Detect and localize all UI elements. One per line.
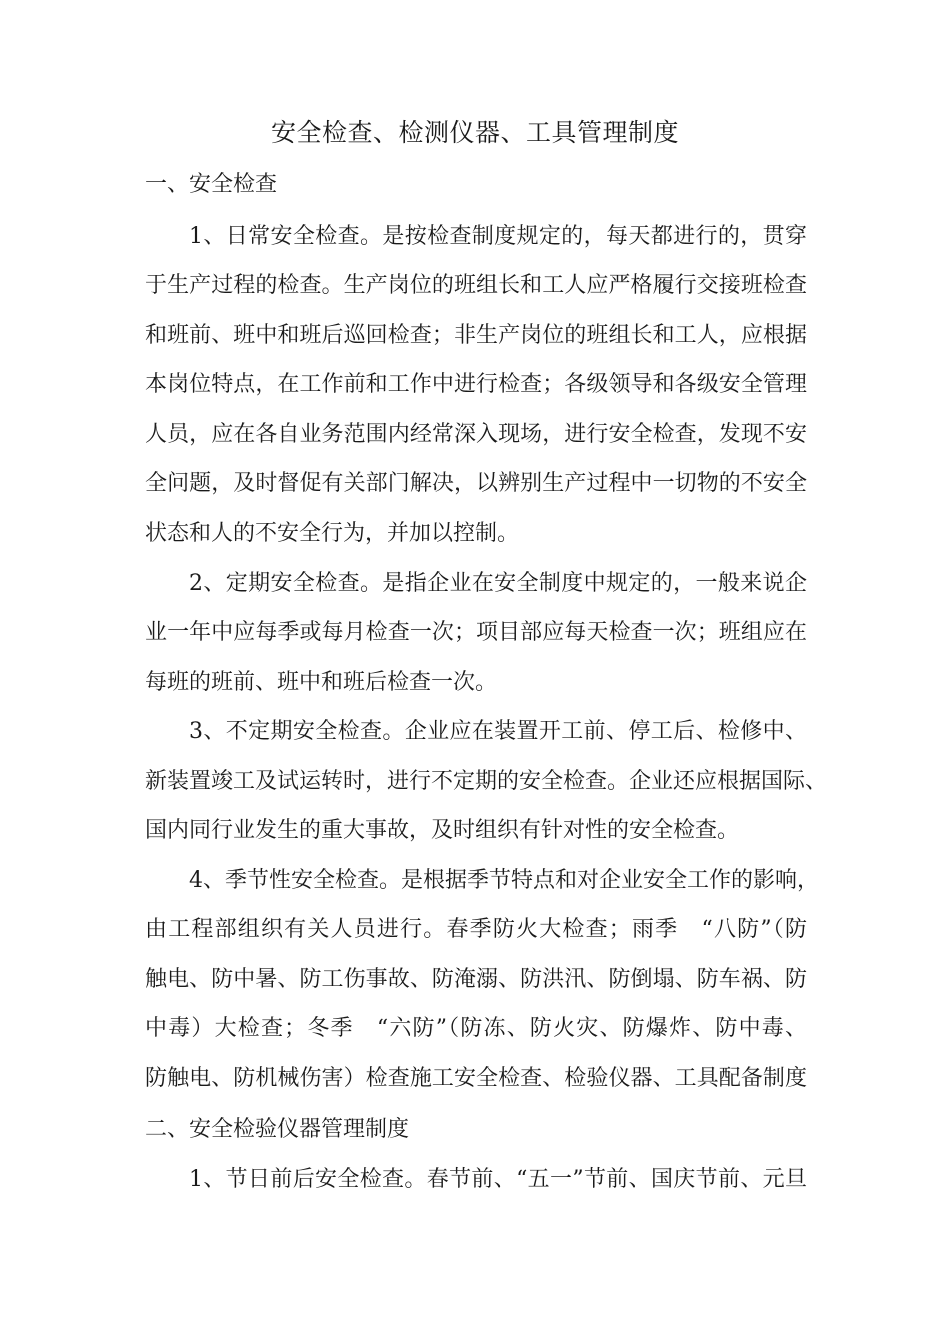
paragraph-line: 由工程部组织有关人员进行。春季防火大检查；雨季 “八防”（防 (145, 917, 807, 942)
paragraph-line: 1、日常安全检查。是按检查制度规定的，每天都进行的，贯穿 (189, 224, 807, 249)
paragraph-line: 于生产过程的检查。生产岗位的班组长和工人应严格履行交接班检查 (145, 273, 807, 298)
paragraph-line: 全问题，及时督促有关部门解决，以辨别生产过程中一切物的不安全 (145, 471, 807, 496)
document-title: 安全检查、检测仪器、工具管理制度 (270, 118, 679, 147)
paragraph-line: 防触电、防机械伤害）检查施工安全检查、检验仪器、工具配备制度 (145, 1066, 807, 1091)
section-heading: 二、安全检验仪器管理制度 (145, 1117, 410, 1142)
paragraph-line: 4、季节性安全检查。是根据季节特点和对企业安全工作的影响， (189, 868, 819, 893)
paragraph-line: 触电、防中暑、防工伤事故、防淹溺、防洪汛、防倒塌、防车祸、防 (145, 967, 807, 992)
paragraph-line: 新装置竣工及试运转时，进行不定期的安全检查。企业还应根据国际、 (145, 769, 828, 794)
paragraph-line: 3、不定期安全检查。企业应在装置开工前、停工后、检修中、 (189, 719, 807, 744)
paragraph-line: 人员，应在各自业务范围内经常深入现场，进行安全检查，发现不安 (145, 422, 807, 447)
paragraph-line: 和班前、班中和班后巡回检查；非生产岗位的班组长和工人，应根据 (145, 323, 807, 348)
paragraph-line: 本岗位特点，在工作前和工作中进行检查；各级领导和各级安全管理 (145, 372, 807, 397)
paragraph-line: 业一年中应每季或每月检查一次；项目部应每天检查一次；班组应在 (145, 620, 807, 645)
paragraph-line: 每班的班前、班中和班后检查一次。 (145, 670, 498, 695)
section-heading: 一、安全检查 (145, 172, 278, 197)
paragraph-line: 状态和人的不安全行为，并加以控制。 (145, 521, 520, 546)
paragraph-line: 中毒）大检查；冬季 “六防”（防冻、防火灾、防爆炸、防中毒、 (145, 1016, 807, 1041)
paragraph-line: 2、定期安全检查。是指企业在安全制度中规定的，一般来说企 (189, 571, 807, 596)
paragraph-line: 1、节日前后安全检查。春节前、“五一”节前、国庆节前、元旦 (189, 1167, 807, 1192)
paragraph-line: 国内同行业发生的重大事故，及时组织有针对性的安全检查。 (145, 818, 740, 843)
